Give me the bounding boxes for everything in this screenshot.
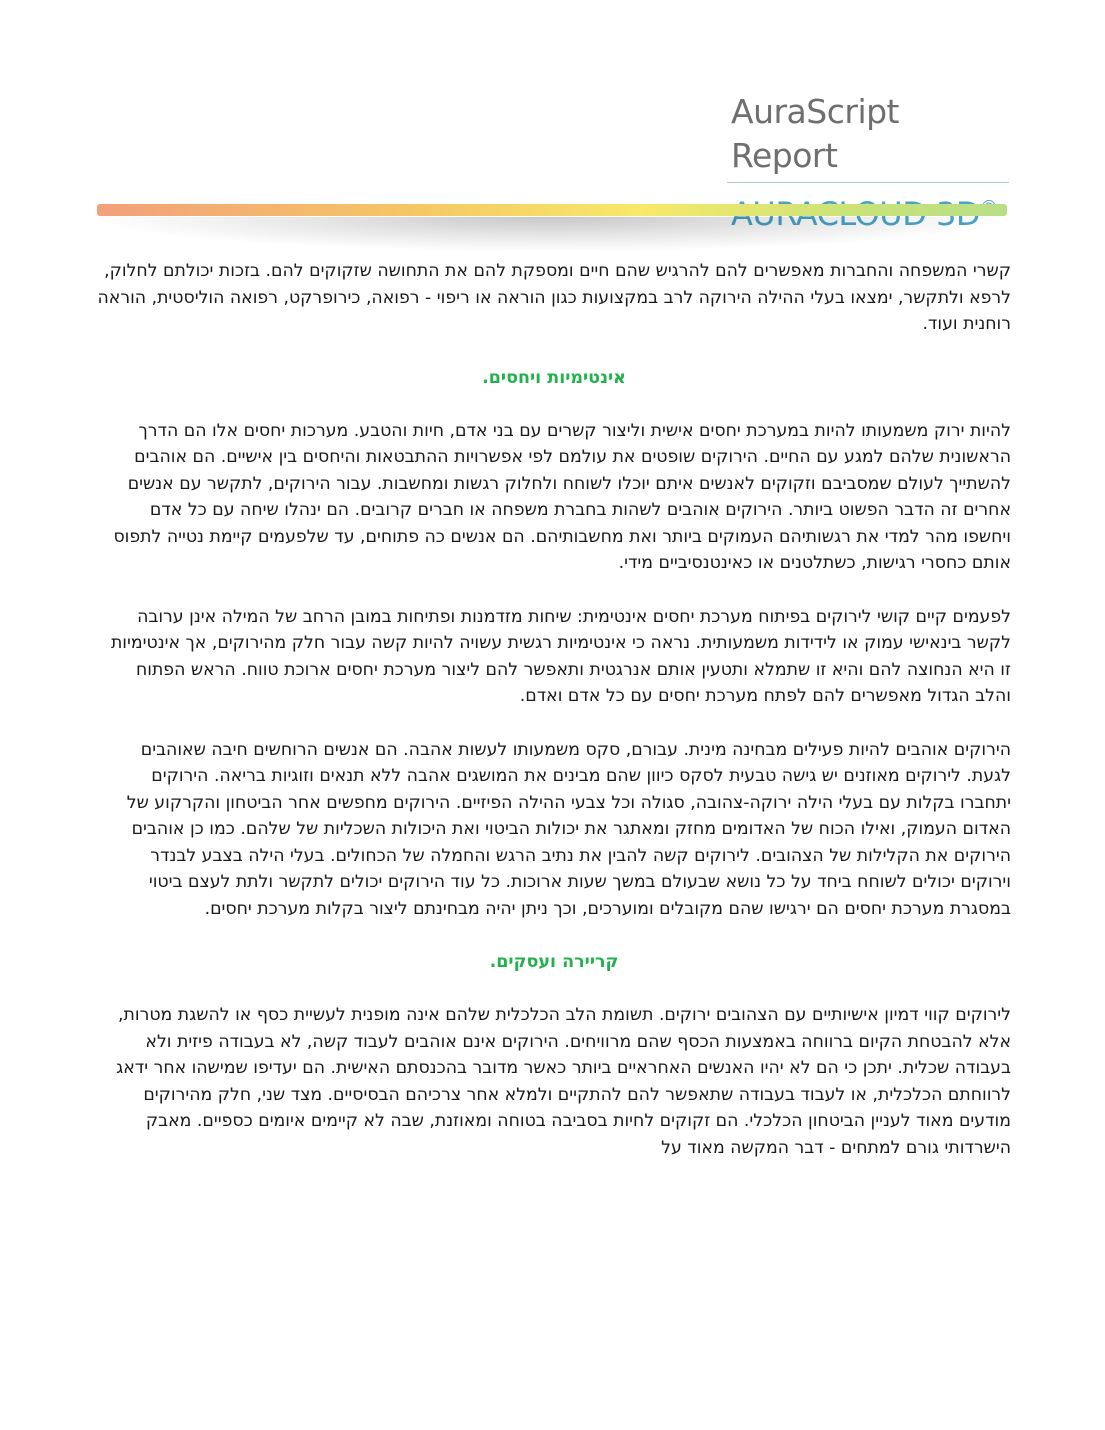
header-divider xyxy=(727,182,1009,183)
paragraph-intimacy-difficulty: לפעמים קיים קושי לירוקים בפיתוח מערכת יחסים אינטימית: שיחות מזדמנות ופתיחות במובן הרחב של המילה אינן ערובה לקשר בינאישי עמוק או לידידות משמעותית. נראה כי אינטימיות רגשית עשויה להיות קשה עבור חלק מהירוקים, אך אינטימיות זו היא הנחוצה להם והיא זו שתמלא ותטעין אותם אנרגטית ותאפשר להם ליצור מערכת יחסים ארוכת טווח. הראש הפתוח והלב הגדול מאפשרים להם לפתח מערכת יחסים עם כל אדם ואדם. xyxy=(110,606,1011,706)
paragraph-career: לירוקים קווי דמיון אישיותיים עם הצהובים ירוקים. תשומת הלב הכלכלית שלהם אינה מופנית לעשיית כסף או להשגת מטרות, אלא להבטחת הקיום ברווחה באמצעות הכסף שהם מרוויחים. הירוקים אינם אוהבים לעבוד קשה, לא בעבודה פיזית ולא בעבודה שכלית. יתכן כי הם לא יהיו האנשים האחראיים ביותר כאשר מדובר בהכנסתם האישית. הם יעדיפו שמישהו אחר ידאג לרווחתם הכלכלית, או לעבוד בעבודה שתאפשר להם להתקיים ולמלא אחר צרכיהם הבסיסיים. מצד שני, חלק מהירוקים מודעים מאוד לעניין הביטחון הכלכלי. הם זקוקים לחיות בסביבה בטוחה ומאוזנת, שבה לא קיימים איומים כספיים. מאבק הישרדותי גורם למתחים - דבר המקשה מאוד על xyxy=(116,1005,1011,1158)
heading-career-business: קריירה ועסקים. xyxy=(489,952,619,972)
paragraph-relationships: להיות ירוק משמעותו להיות במערכת יחסים אישית וליצור קשרים עם בני אדם, חיות והטבע. מערכות יחסים אלו הם הדרך הראשונית שלהם למגע עם החיים. הירוקים שופטים את עולמם לפי אפשרויות ההתבטאות והיחסים בין אישיים. הם אוהבים להשתייך לעולם שמסביבם וזקוקים לאנשים איתם יוכלו לשוחח ולחלוק רגשות ומחשבות. עבור הירוקים, לתקשר עם אנשים אחרים זה הדבר הפשוט ביותר. הירוקים אוהבים לשהות בחברת משפחה או חברים קרובים. הם ינהלו שיחה עם כל אדם ויחשפו מהר למדי את רגשותיהם העמוקים ביותר ואת מחשבותיהם. הם אנשים כה פתוחים, עד שלפעמים קיימת נטייה לתפוס אותם כחסרי רגישות, כשתלטנים או כאינטנסיביים מידי. xyxy=(113,420,1011,573)
heading-intimacy-relationships: אינטימיות ויחסים. xyxy=(482,367,626,388)
document-body xyxy=(97,258,1011,1188)
header-bar-shadow xyxy=(100,217,1004,251)
report-title: AuraScript Report xyxy=(731,92,899,175)
paragraph-family-friendship: קשרי המשפחה והחברות מאפשרים להם להרגיש שהם חיים ומספקת להם את התחושה שזקוקים להם. בזכות יכולתם לחלוק, לרפא ולתקשר, ימצאו בעלי ההילה הירוקה לרב במקצועות כגון הוראה או ריפוי - רפואה, כירופרקט, רפואה הוליסטית, הוראה רוחנית ועוד. xyxy=(97,261,1011,334)
paragraph-sexuality: הירוקים אוהבים להיות פעילים מבחינה מינית. עבורם, סקס משמעותו לעשות אהבה. הם אנשים הרוחשים חיבה שאוהבים לגעת. לירוקים מאוזנים יש גישה טבעית לסקס כיוון שהם מבינים את המושגים אהבה ללא תנאים וזוגיות בריאה. הירוקים יתחברו בקלות עם בעלי הילה ירוקה-צהובה, סגולה וכל צבעי ההילה הפיזיים. הירוקים מחפשים אחר הביטחון והקרקוע של האדום העמוק, ואילו הכוח של האדומים מחזק ומאתגר את יכולות הביטוי ואת היכולות השכליות של שלהם. כמו כן אוהבים הירוקים את הקלילות של הצהובים. לירוקים קשה להבין את נתיב הרגש והחמלה של הכחולים. בעלי הילה בצבע לבנדר וירוקים יכולים לשוחח ביחד על כל נושא שבעולם במשך שעות ארוכות. כל עוד הירוקים יכולים לתקשר ולתת לעצם ביטוי במסגרת מערכת יחסים הם ירגישו שהם מקובלים ומוערכים, וכך ניתן יהיה מבחינתם ליצור בקלות מערכת יחסים. xyxy=(126,739,1011,919)
header-gradient-bar xyxy=(97,204,1007,216)
